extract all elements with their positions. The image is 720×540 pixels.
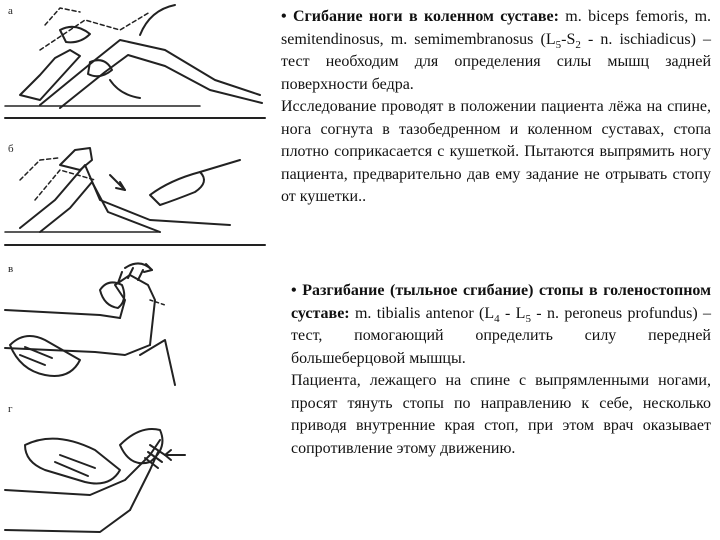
section1-sub-b: 2	[575, 38, 581, 51]
section2-muscles-1: m. tibialis antenor (L	[349, 304, 495, 322]
figure-label-c: в	[8, 263, 14, 275]
section2-muscles-3: - n. peroneus profundus) – тест, помогающий определить силу передней большеберцовой мышцы.	[291, 304, 712, 367]
section1-muscles-3: - n. ischiadicus) – тест необходим для определения силы мышц задней поверхности бедра.	[281, 30, 711, 93]
section1-title: Сгибание ноги в коленном суставе:	[292, 8, 559, 25]
section-knee-flexion	[281, 6, 711, 209]
section1-sub-a: 5	[555, 38, 562, 51]
section2-muscles-2: - L	[499, 304, 526, 322]
section2-sub-b: 5	[525, 312, 531, 325]
section1-paragraph2: Исследование проводят в положении пациента лёжа на спине, нога согнута в тазобедренном и коленном суставах, стопа плотно соприкасается с кушеткой. Пытаются выпрямить ногу пациента, предварительно дав ему задание не отрывать стопу от кушетки..	[281, 98, 711, 205]
figure-label-b: б	[8, 143, 14, 155]
figure-label-d: г	[8, 403, 13, 415]
section1-paragraph1	[281, 6, 711, 96]
figure-label-a: а	[8, 5, 13, 17]
bullet-icon: •	[281, 8, 287, 25]
illustration-panel	[0, 0, 270, 540]
section2-sub-a: 4	[494, 312, 500, 325]
figure-b-knee-flexion-alt	[5, 143, 265, 245]
figure-a-knee-flexion	[5, 5, 265, 118]
section1-muscles-2: -S	[561, 30, 576, 48]
section2-title: Разгибание (тыльное сгибание) стопы в голеностопном суставе:	[291, 282, 712, 322]
section2-paragraph2: Пациента, лежащего на спине с выпрямленными ногами, просят тянуть стопы по направлению к себе, несколько приводя внутренние края стоп, при этом врач оказывает сопротивление этому движению.	[291, 372, 711, 457]
figure-d-foot-dorsiflexion-alt	[5, 403, 185, 532]
section-foot-dorsiflexion	[291, 280, 711, 460]
bullet-icon: •	[291, 282, 297, 299]
clinical-illustrations	[0, 0, 270, 540]
figure-c-foot-dorsiflexion	[5, 263, 175, 385]
section1-muscles-1: m. biceps femoris, m. semitendinosus, m. semimembranosus (L	[281, 8, 712, 48]
section2-paragraph1	[291, 280, 711, 370]
